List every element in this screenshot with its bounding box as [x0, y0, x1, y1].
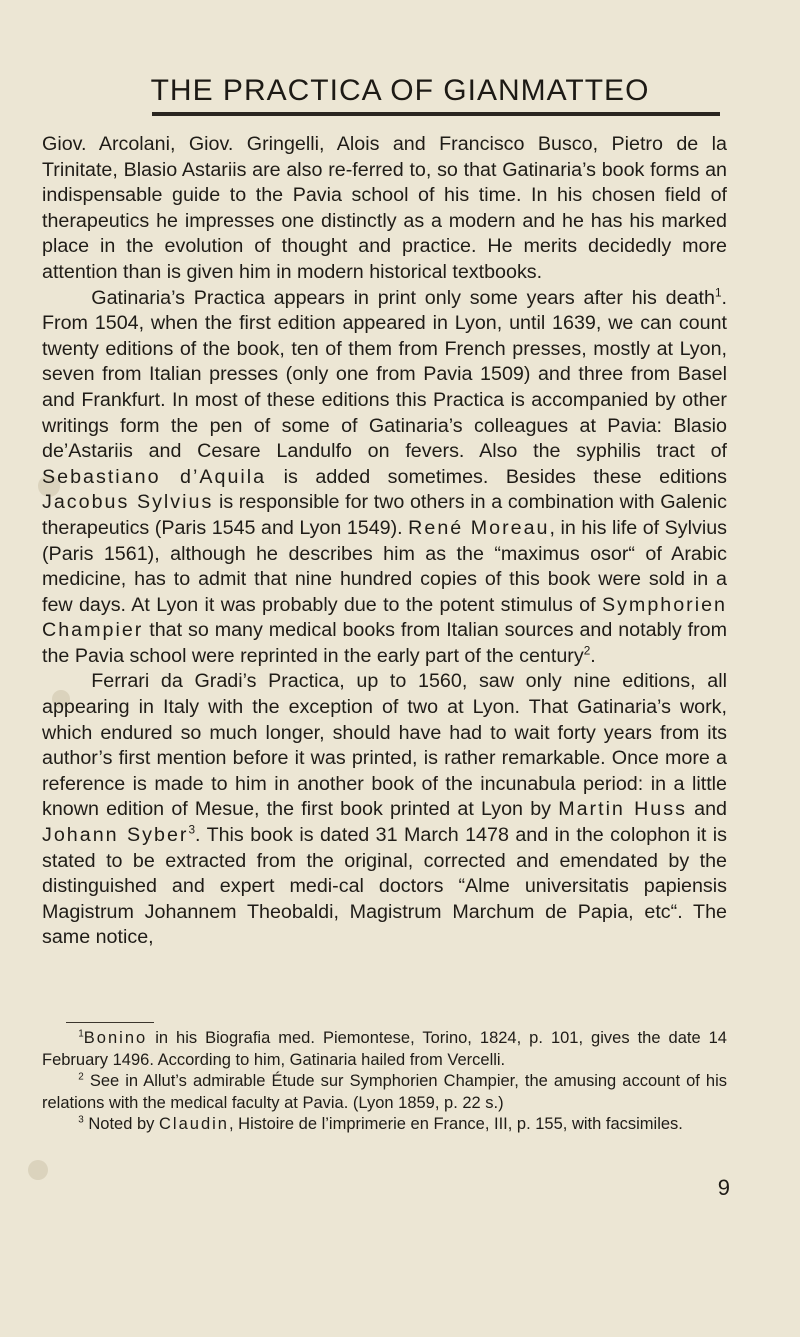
- text-run: Giov. Arcolani, Giov. Gringelli, Alois and Francisco Busco, Pietro de la Trinitate, Blasio Astariis are also re-ferred to, so that Gatinaria’s book forms an indispensable guide to the Pavia school of his time. In his chosen field of therapeutics he impresses one distinctly as a modern and he has his marked place in the evolution of thought and practice. He merits decidedly more attention than is given him in modern historical textbooks.: [42, 133, 727, 283]
- foxing-stain: [28, 1160, 48, 1180]
- footnotes: [42, 1028, 727, 1136]
- footnote: [42, 1028, 727, 1071]
- text-run: See in Allut’s admirable Étude sur Symphorien Champier, the amusing account of his relations with the medical faculty at Pavia. (Lyon 1859, p. 22 s.): [42, 1072, 727, 1112]
- footnote-marker: 3: [188, 822, 196, 837]
- footnote-marker: 1: [78, 1028, 84, 1040]
- body-text: [42, 132, 727, 951]
- text-run: , in his life of Sylvius (Paris 1561), although he describes him as the “maximus osor“ of Arabic medicine, has to admit that nine hundred copies of this book were sold in a few days. At Lyon it was probably due to the potent stimulus of: [42, 516, 727, 616]
- text-run: that so many medical books from Italian sources and notably from the Pavia school were reprinted in the early part of the century: [42, 619, 727, 667]
- text-run: , Histoire de l’imprimerie en France, III, p. 155, with facsimiles.: [228, 1115, 683, 1133]
- footnote-rule: [66, 1022, 154, 1023]
- text-run: . This book is dated 31 March 1478 and in the colophon it is stated to be extracted from the original, corrected and emendated by the distinguished and expert medi-cal doctors “Alme universitatis papiensis Magistrum Johannem Theobaldi, Magistrum Marchum de Papia, etc“. The same notice,: [42, 824, 727, 949]
- spaced-name: Claudin: [159, 1115, 229, 1133]
- header-rule: [152, 112, 720, 116]
- text-run: . From 1504, when the first edition appeared in Lyon, until 1639, we can count twenty editions of the book, ten of them from French presses, mostly at Lyon, seven from Italian presses (only one from Pavia 1509) and three from Basel and Frankfurt. In most of these editions this Practica is accompanied by other writings form the pen of some of Gatinaria’s colleagues at Pavia: Blasio de’Astariis and Cesare Landulfo on fevers. Also the syphilis tract of: [42, 286, 727, 463]
- text-run: Ferrari da Gradi’s Practica, up to 1560, saw only nine editions, all appearing in Italy with the exception of two at Lyon. That Gatinaria’s work, which endured so much longer, should have had to wait forty years from its author’s first mention before it was printed, is rather remarkable. Once more a reference is made to him in another book of the incunabula period: in a little known edition of Mesue, the first book printed at Lyon by: [42, 670, 727, 821]
- spaced-name: Martin Huss: [558, 798, 687, 821]
- spaced-name: Jacobus Sylvius: [42, 491, 214, 514]
- text-run: is added sometimes. Besides these editions: [266, 465, 727, 488]
- spaced-name: Johann Syber: [42, 824, 189, 847]
- footnote: [42, 1071, 727, 1114]
- footnote-marker: 1: [714, 285, 722, 299]
- footnote-marker: 3: [78, 1114, 84, 1126]
- footnote-marker: 2: [78, 1071, 84, 1083]
- spaced-name: René Moreau: [408, 516, 550, 539]
- text-run: .: [590, 644, 596, 667]
- paragraph: [42, 132, 727, 286]
- footnote: [42, 1114, 727, 1136]
- spaced-name: Sebastiano d’Aquila: [42, 465, 267, 488]
- text-run: is responsible for two others in a combination with Galenic therapeutics (Paris 1545 and Lyon 1549).: [42, 491, 728, 539]
- spaced-name: Symphorien Champier: [42, 593, 727, 642]
- paragraph: [42, 669, 727, 951]
- page-number: 9: [717, 1175, 730, 1200]
- spaced-name: Bonino: [83, 1029, 148, 1047]
- footnote-marker: 2: [583, 643, 591, 658]
- text-run: and: [686, 798, 727, 821]
- text-run: Gatinaria’s Practica appears in print only some years after his death: [91, 286, 715, 309]
- text-run: in his Biografia med. Piemontese, Torino, 1824, p. 101, gives the date 14 February 1496. According to him, Gatinaria hailed from Vercelli.: [42, 1029, 727, 1069]
- running-head: THE PRACTICA OF GIANMATTEO: [150, 74, 650, 107]
- text-run: Noted by: [83, 1115, 160, 1133]
- paragraph: [42, 286, 727, 670]
